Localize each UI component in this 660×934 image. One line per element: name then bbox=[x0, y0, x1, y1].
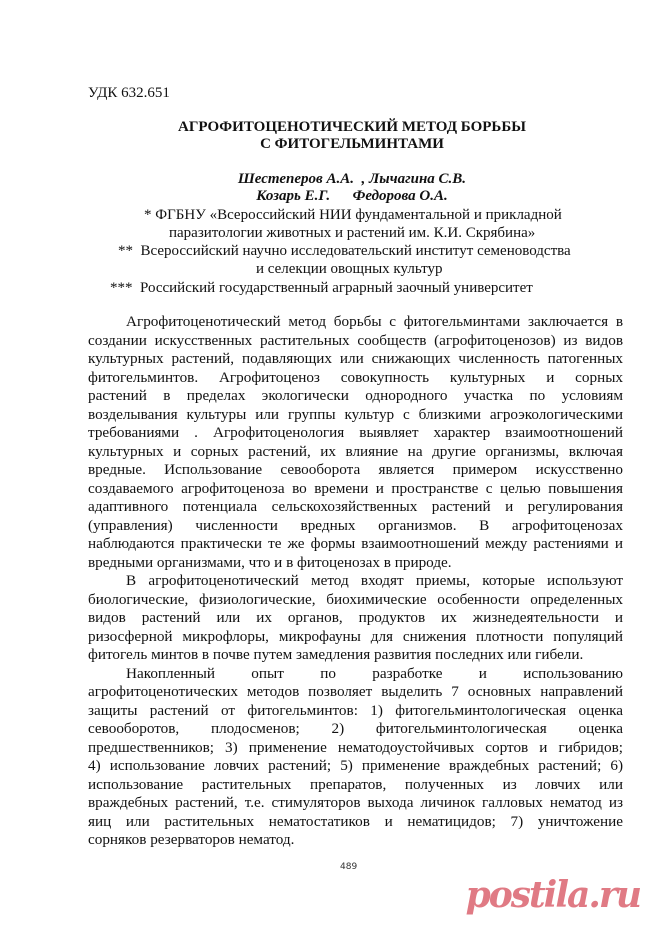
page-number: 489 bbox=[340, 862, 358, 872]
authors-line: Козарь Е.Г. Федорова О.А. bbox=[256, 188, 448, 204]
text-line: адаптивного потенциала сельскохозяйственных растений и регулирования bbox=[88, 498, 623, 515]
text-line: яиц или растительных нематостатиков и нематицидов; 7) уничтожение bbox=[88, 812, 623, 830]
watermark-logo: postila.ru bbox=[465, 874, 640, 916]
text-line: В агрофитоценотический метод входят приемы, которые используют bbox=[126, 572, 623, 589]
affiliation-2: ** Всероссийский научно исследовательский институт семеноводства bbox=[118, 243, 571, 259]
text-line: культурных растений, подавляющих или снижающих численность патогенных bbox=[88, 350, 623, 367]
paragraph bbox=[88, 665, 623, 850]
authors bbox=[44, 171, 660, 205]
text-line: враждебных растений, т.е. стимуляторов выхода личинок галловых нематод из bbox=[88, 794, 623, 811]
udk-code: УДК 632.651 bbox=[88, 85, 170, 101]
text-line: видов растений или их органов, продуктов их жизнедеятельности и bbox=[88, 609, 623, 626]
text-line: ризосферной микрофлоры, микрофауны для снижения плотности популяций bbox=[88, 627, 623, 645]
text-line: сорняков резерваторов нематод. bbox=[88, 831, 295, 848]
paragraph bbox=[88, 572, 623, 665]
text-line: 4) использование ловчих растений; 5) применение враждебных растений; 6) bbox=[88, 757, 623, 774]
paragraph bbox=[88, 313, 623, 572]
affiliation-2-cont: и селекции овощных культур bbox=[256, 261, 443, 277]
text-line: фитогель минтов в почве путем замедления развития последних или гибели. bbox=[88, 646, 584, 663]
text-line: фитогельминтов. Агрофитоценоз совокупность культурных и сорных bbox=[88, 368, 623, 386]
text-line: создании искусственных растительных сообществ (агрофитоценозов) из видов bbox=[88, 331, 623, 349]
title-line: С ФИТОГЕЛЬМИНТАМИ bbox=[260, 136, 444, 152]
text-line: агрофитоценотических методов позволяет выделить 7 основных направлений bbox=[88, 683, 623, 700]
text-line: (управления) численности вредных организмов. В агрофитоценозах bbox=[88, 516, 623, 534]
text-line: вредные. Использование севооборота является примером искусственно bbox=[88, 461, 623, 478]
affiliation-1: * ФГБНУ «Всероссийский НИИ фундаментальной и прикладной bbox=[144, 207, 562, 223]
text-line: наблюдаются практически те же формы взаимоотношений между растениями и bbox=[88, 535, 623, 552]
text-line: использование растительных препаратов, полученных из ловчих или bbox=[88, 775, 623, 793]
text-line: культурных и сорных растений, их влияние на другие организмы, включая bbox=[88, 442, 623, 460]
text-line: Агрофитоценотический метод борьбы с фитогельминтами заключается в bbox=[126, 313, 623, 330]
text-line: возделывания культуры или группы культур с близкими агроэкологическими bbox=[88, 405, 623, 423]
text-line: Накопленный опыт по разработке и использованию bbox=[126, 664, 623, 682]
article-title bbox=[44, 119, 660, 153]
text-line: предшественников; 3) применение нематодоустойчивых сортов и гибридов; bbox=[88, 738, 623, 756]
text-line: защиты растений от фитогельминтов: 1) фитогельминтологическая оценка bbox=[88, 701, 623, 719]
text-line: растений в пределах экологически однородного участка по условиям bbox=[88, 387, 623, 404]
text-line: севооборотов, плодосменов; 2) фитогельминтологическая оценка bbox=[88, 720, 623, 737]
text-line: биологические, физиологические, биохимические особенности определенных bbox=[88, 590, 623, 608]
affiliation-1-cont: паразитологии животных и растений им. К.И. Скрябина» bbox=[169, 225, 536, 241]
text-line: вредными организмами, что и в фитоценозах в природе. bbox=[88, 553, 452, 571]
title-line: АГРОФИТОЦЕНОТИЧЕСКИЙ МЕТОД БОРЬБЫ bbox=[178, 119, 526, 135]
text-line: требованиями . Агрофитоценология выявляет характер взаимоотношений bbox=[88, 424, 623, 441]
text-line: создаваемого агрофитоценоза во времени и пространстве с целью повышения bbox=[88, 479, 623, 497]
article-body bbox=[88, 313, 623, 850]
affiliation-3: *** Российский государственный аграрный заочный университет bbox=[110, 280, 533, 296]
authors-line: Шестеперов А.А. , Лычагина С.В. bbox=[237, 171, 467, 187]
